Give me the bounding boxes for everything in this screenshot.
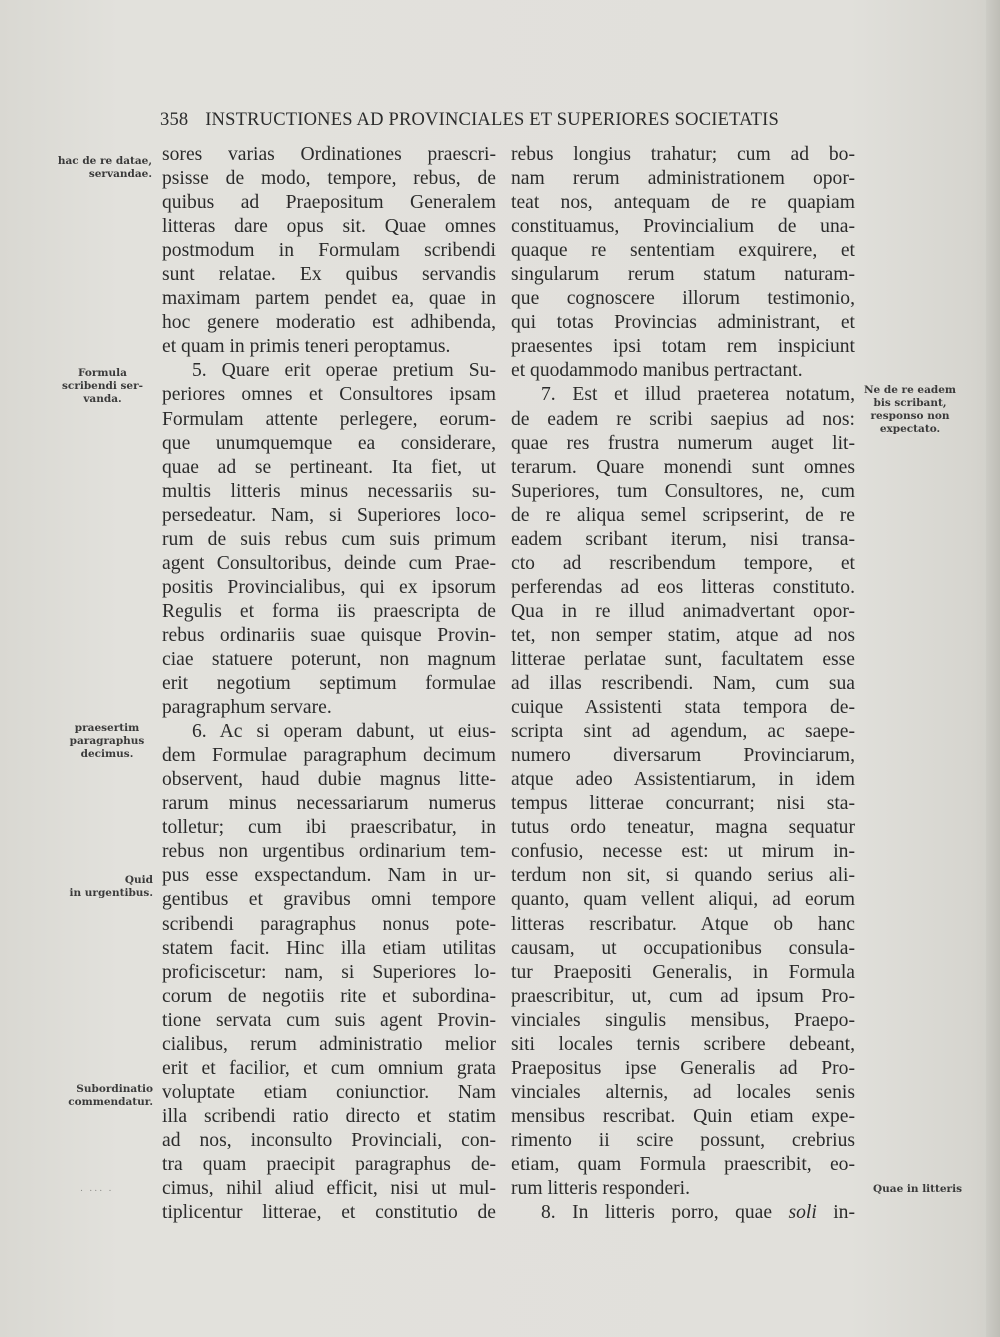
text-line: illa scribendi ratio directo et statim bbox=[162, 1105, 496, 1127]
text-line: tempus litterae concurrant; nisi sta- bbox=[511, 793, 855, 815]
text-line: et quodammodo manibus pertractant. bbox=[511, 360, 803, 382]
text-line: vinciales singulis mensibus, Praepo- bbox=[511, 1009, 855, 1031]
margin-note-line: praesertim bbox=[74, 722, 140, 734]
margin-note-left-3 bbox=[62, 722, 152, 761]
text-line: etiam, quam Formula praescribit, eo- bbox=[511, 1153, 855, 1175]
page-number: 358 bbox=[160, 110, 189, 130]
text-line: agent Consultoribus, deinde cum Prae- bbox=[162, 552, 496, 574]
text-line: numero diversarum Provinciarum, bbox=[511, 745, 855, 767]
text-line: tutus ordo teneatur, magna sequatur bbox=[511, 817, 855, 839]
text-line: sunt relatae. Ex quibus servandis bbox=[162, 264, 496, 286]
text-line: voluptate etiam coniunctior. Nam bbox=[162, 1081, 496, 1103]
text-line: hoc genere moderatio est adhibenda, bbox=[162, 312, 496, 334]
text-line: gentibus et gravibus omni tempore bbox=[162, 889, 496, 911]
text-line: tur Praepositi Generalis, in Formula bbox=[511, 961, 855, 983]
margin-note-line: Ne de re eadem bbox=[863, 384, 957, 396]
text-line: Qua in re illud animadvertant opor- bbox=[511, 600, 855, 622]
text-fragment: 8. In litteris porro, quae bbox=[541, 1202, 773, 1224]
text-line: ad illas rescribendi. Nam, cum sua bbox=[511, 673, 855, 695]
text-line: positis Provincialibus, qui ex ipsorum bbox=[162, 576, 496, 598]
text-line: erit et facilior, et cum omnium grata bbox=[162, 1057, 496, 1079]
text-line: rum litteris responderi. bbox=[511, 1178, 691, 1200]
text-line: praescribitur, ut, cum ad ipsum Pro- bbox=[511, 985, 855, 1007]
text-line: rarum minus necessariarum numerus bbox=[162, 793, 496, 815]
margin-note-line: commendatur. bbox=[68, 1096, 153, 1108]
text-line: siti locales ternis scribere debeant, bbox=[511, 1033, 855, 1055]
text-line: rebus ordinariis suae quisque Provin- bbox=[162, 624, 496, 646]
text-column-right bbox=[511, 143, 855, 1225]
text-line: rebus non urgentibus ordinarium tem- bbox=[162, 841, 496, 863]
text-line: cimus, nihil aliud efficit, nisi ut mul- bbox=[162, 1178, 496, 1200]
text-line: que cognoscere illorum testimonio, bbox=[511, 288, 855, 310]
text-line: pus esse exspectandum. Nam in ur- bbox=[162, 865, 496, 887]
text-line: Regulis et forma iis praescripta de bbox=[162, 600, 496, 622]
text-line: persedeatur. Nam, si Superiores loco- bbox=[162, 504, 496, 526]
margin-note-line: responso non bbox=[870, 410, 950, 422]
text-line: de re aliqua semel scripserint, de re bbox=[511, 504, 855, 526]
text-line: eadem scribant iterum, nisi transa- bbox=[511, 528, 855, 550]
text-line: terarum. Quare monendi sunt omnes bbox=[511, 456, 855, 478]
text-line: teat nos, antequam de re quapiam bbox=[511, 192, 855, 214]
text-line: constituamus, Provincialium de una- bbox=[511, 216, 855, 238]
margin-note-right-1 bbox=[860, 384, 960, 436]
text-line: atque adeo Assistentiarum, in idem bbox=[511, 769, 855, 791]
text-line: tet, non semper statim, atque ad nos bbox=[511, 624, 855, 646]
text-line: scribendi paragraphus nonus pote- bbox=[162, 913, 496, 935]
margin-note-line: Quid bbox=[124, 874, 153, 886]
faint-bleed-mark: ․ ․․․ ․ bbox=[80, 1183, 114, 1193]
text-line: corum de negotiis rite et subordina- bbox=[162, 985, 496, 1007]
text-line: perferendas ad eos litteras constituto. bbox=[511, 576, 855, 598]
text-line: Praepositus ipse Generalis ad Pro- bbox=[511, 1057, 855, 1079]
text-line: rum de suis rebus cum suis primum bbox=[162, 528, 496, 550]
text-line: quanto, quam vellent aliqui, ad eorum bbox=[511, 889, 855, 911]
text-line: confusio, necesse est: ut mirum in- bbox=[511, 841, 855, 863]
text-line: cuique Assistenti stata tempora de- bbox=[511, 697, 855, 719]
text-line: nam rerum administrationem opor- bbox=[511, 168, 855, 190]
margin-note-line: servandae. bbox=[88, 168, 152, 180]
text-line: postmodum in Formulam scribendi bbox=[162, 240, 496, 262]
text-line: litterae perlatae sunt, facultatem esse bbox=[511, 648, 855, 670]
text-line: causam, ut occupationibus consula- bbox=[511, 937, 855, 959]
text-fragment: in- bbox=[816, 1202, 855, 1224]
margin-note-left-5 bbox=[50, 1083, 153, 1109]
text-line: cialibus, rerum administratio melior bbox=[162, 1033, 496, 1055]
text-line: que unumquemque ea considerare, bbox=[162, 432, 496, 454]
text-line: ad nos, inconsulto Provinciali, con- bbox=[162, 1129, 496, 1151]
text-line: de eadem re scribi saepius ad nos: bbox=[511, 408, 855, 430]
margin-note-line: Quae in litteris bbox=[873, 1183, 962, 1195]
text-line: quae res frustra numerum auget lit- bbox=[511, 432, 855, 454]
margin-note-left-4 bbox=[50, 874, 153, 900]
text-line: Formulam attente perlegere, eorum- bbox=[162, 408, 496, 430]
margin-note-line: Formula bbox=[78, 367, 127, 379]
running-header bbox=[160, 110, 800, 131]
text-line: tra quam praecipit paragraphus de- bbox=[162, 1153, 496, 1175]
text-line: periores omnes et Consultores ipsam bbox=[162, 384, 496, 406]
text-line: scripta sint ad agendum, ac saepe- bbox=[511, 721, 855, 743]
text-line: praesentes ipsi totam rem inspiciunt bbox=[511, 336, 855, 358]
text-line: quibus ad Praepositum Generalem bbox=[162, 192, 496, 214]
text-line: sores varias Ordinationes praescri- bbox=[162, 144, 496, 165]
margin-note-right-2 bbox=[870, 1183, 965, 1196]
text-line: vinciales alternis, ad locales senis bbox=[511, 1081, 855, 1103]
text-line: maximam partem pendet ea, quae in bbox=[162, 288, 496, 310]
text-line: quae ad se pertineant. Ita fiet, ut bbox=[162, 456, 496, 478]
text-line: multis litteris minus necessariis su- bbox=[162, 480, 496, 502]
text-line: tione servata cum suis agent Provin- bbox=[162, 1009, 496, 1031]
running-title: INSTRUCTIONES AD PROVINCIALES ET SUPERIORES SOCIETATIS bbox=[205, 110, 779, 130]
text-line: 5. Quare erit operae pretium Su- bbox=[192, 360, 496, 382]
margin-note-line: in urgentibus. bbox=[69, 887, 153, 899]
margin-note-left-1 bbox=[40, 155, 152, 181]
text-line: singularum rerum statum naturam- bbox=[511, 264, 855, 286]
margin-note-line: bis scribant, bbox=[873, 397, 947, 409]
text-line: paragraphum servare. bbox=[162, 697, 332, 719]
italic-word: soli bbox=[788, 1202, 817, 1224]
margin-note-line: paragraphus bbox=[69, 735, 145, 747]
margin-note-line: decimus. bbox=[80, 748, 134, 760]
text-line: rimento ii scire possunt, crebrius bbox=[511, 1129, 855, 1151]
text-line: quaque re sententiam exquirere, et bbox=[511, 240, 855, 262]
text-line: dem Formulae paragraphum decimum bbox=[162, 745, 496, 767]
text-line: cto ad rescribendum tempore, et bbox=[511, 552, 855, 574]
margin-note-line: vanda. bbox=[83, 393, 122, 405]
text-line: erit negotium septimum formulae bbox=[162, 673, 496, 695]
margin-note-line: hac de re datae, bbox=[57, 155, 152, 167]
text-line: 7. Est et illud praeterea notatum, bbox=[541, 384, 855, 406]
text-line: tiplicentur litterae, et constitutio de bbox=[162, 1202, 496, 1224]
text-line: litteras rescribatur. Atque ob hanc bbox=[511, 913, 855, 935]
text-line: Superiores, tum Consultores, ne, cum bbox=[511, 480, 855, 502]
text-line: statem facit. Hinc illa etiam utilitas bbox=[162, 937, 496, 959]
text-line: mensibus rescribat. Quin etiam expe- bbox=[511, 1105, 855, 1127]
text-line: observent, haud dubie magnus litte- bbox=[162, 769, 496, 791]
margin-note-line: expectato. bbox=[879, 423, 941, 435]
text-column-left bbox=[162, 143, 496, 1225]
text-line: ciae statuere poterunt, non magnum bbox=[162, 648, 496, 670]
text-line: qui totas Provincias administrant, et bbox=[511, 312, 855, 334]
page-edge bbox=[986, 0, 1000, 1337]
margin-note-left-2 bbox=[55, 367, 150, 406]
margin-note-line: scribendi ser- bbox=[62, 380, 143, 392]
text-line: terdum non sit, si quando serius ali- bbox=[511, 865, 855, 887]
text-line: 6. Ac si operam dabunt, ut eius- bbox=[192, 721, 496, 743]
margin-note-line: Subordinatio bbox=[76, 1083, 153, 1095]
text-line: rebus longius trahatur; cum ad bo- bbox=[511, 144, 855, 165]
text-line-final bbox=[511, 1201, 855, 1225]
text-line: tolletur; cum ibi praescribatur, in bbox=[162, 817, 496, 839]
text-line: et quam in primis teneri peroptamus. bbox=[162, 336, 451, 358]
text-line: psisse de modo, tempore, rebus, de bbox=[162, 168, 496, 190]
text-line: litteras dare opus sit. Quae omnes bbox=[162, 216, 496, 238]
text-line: proficiscetur: nam, si Superiores lo- bbox=[162, 961, 496, 983]
